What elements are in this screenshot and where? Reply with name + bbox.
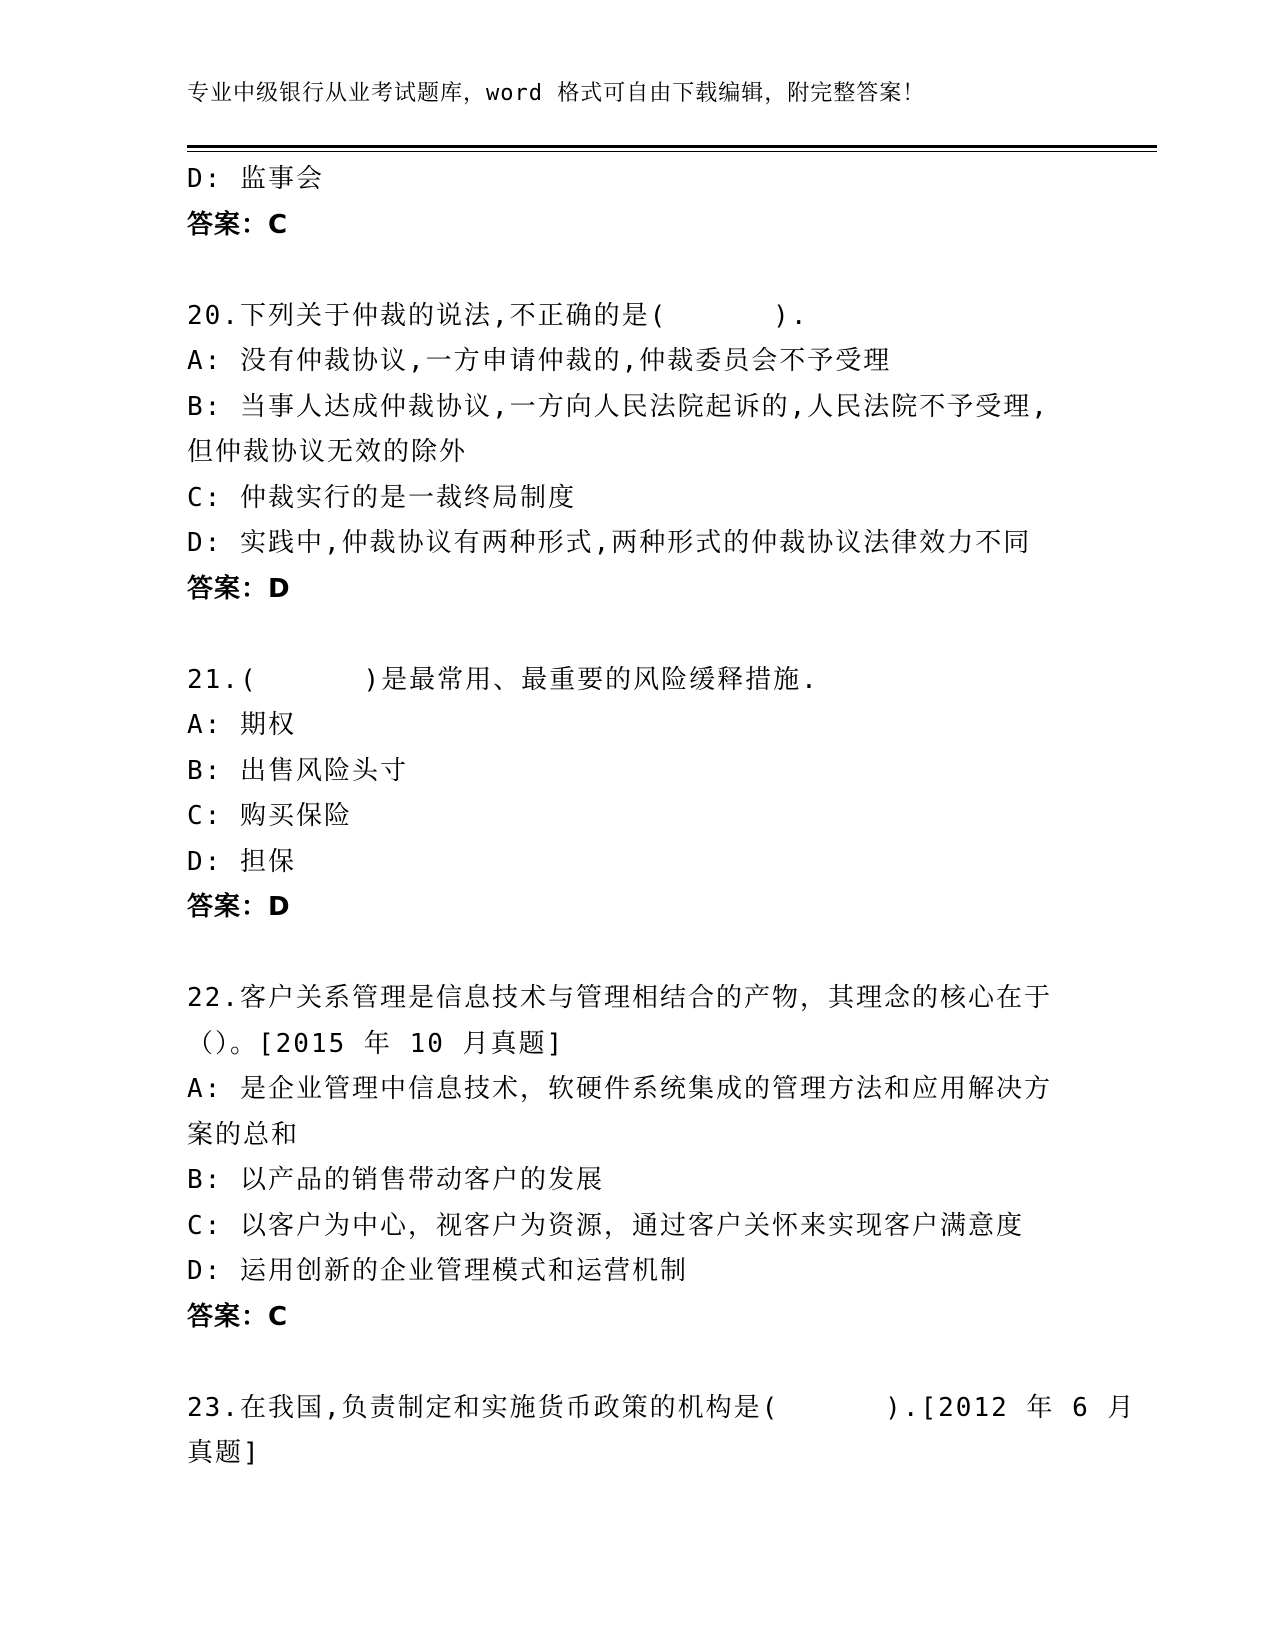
- header-rule-thick: [187, 145, 1157, 148]
- answer: 答案：C: [187, 209, 289, 240]
- option-b-continued: 但仲裁协议无效的除外: [187, 437, 468, 467]
- question-stem-continued: （）。[2015 年 10 月真题]: [187, 1028, 565, 1059]
- option-d: D: 担保: [187, 846, 296, 877]
- question-stem: 21.( )是最常用、最重要的风险缓释措施.: [187, 664, 819, 695]
- option-b: B: 当事人达成仲裁协议,一方向人民法院起诉的,人民法院不予受理,: [187, 391, 1049, 422]
- question-stem: 20.下列关于仲裁的说法,不正确的是( ).: [187, 300, 809, 331]
- option-d: D: 运用创新的企业管理模式和运营机制: [187, 1256, 688, 1286]
- spacer: [187, 248, 1087, 294]
- question-stem-continued: 真题]: [187, 1438, 261, 1468]
- answer: 答案：D: [187, 892, 291, 922]
- question-22: [187, 976, 1087, 1340]
- option-c: C: 仲裁实行的是一裁终局制度: [187, 482, 576, 513]
- question-21: [187, 658, 1087, 931]
- option-b: B: 以产品的销售带动客户的发展: [187, 1165, 604, 1195]
- question-23: [187, 1386, 1136, 1477]
- option-c: C: 购买保险: [187, 801, 352, 831]
- option-b: B: 出售风险头寸: [187, 755, 408, 786]
- option-d: D: 监事会: [187, 164, 324, 194]
- answer: 答案：C: [187, 1301, 289, 1332]
- spacer: [187, 612, 1087, 658]
- question-list: [187, 157, 1136, 1477]
- option-a: A: 没有仲裁协议,一方申请仲裁的,仲裁委员会不予受理: [187, 346, 892, 376]
- page-header: 专业中级银行从业考试题库，word 格式可自由下载编辑，附完整答案！: [187, 81, 926, 106]
- option-a: A: 是企业管理中信息技术，软硬件系统集成的管理方法和应用解决方: [187, 1074, 1052, 1104]
- spacer: [187, 1340, 1087, 1386]
- header-rule-thin: [187, 151, 1157, 152]
- answer: 答案：D: [187, 573, 291, 604]
- question-stem: 22.客户关系管理是信息技术与管理相结合的产物，其理念的核心在于: [187, 983, 1052, 1013]
- question-stem: 23.在我国,负责制定和实施货币政策的机构是( ).[2012 年 6 月: [187, 1392, 1136, 1423]
- question-19-tail: [187, 157, 1087, 248]
- option-c: C: 以客户为中心，视客户为资源，通过客户关怀来实现客户满意度: [187, 1210, 1024, 1241]
- option-d: D: 实践中,仲裁协议有两种形式,两种形式的仲裁协议法律效力不同: [187, 528, 1032, 558]
- option-a: A: 期权: [187, 710, 296, 740]
- spacer: [187, 931, 1087, 977]
- option-a-continued: 案的总和: [187, 1119, 300, 1150]
- question-20: [187, 294, 1087, 613]
